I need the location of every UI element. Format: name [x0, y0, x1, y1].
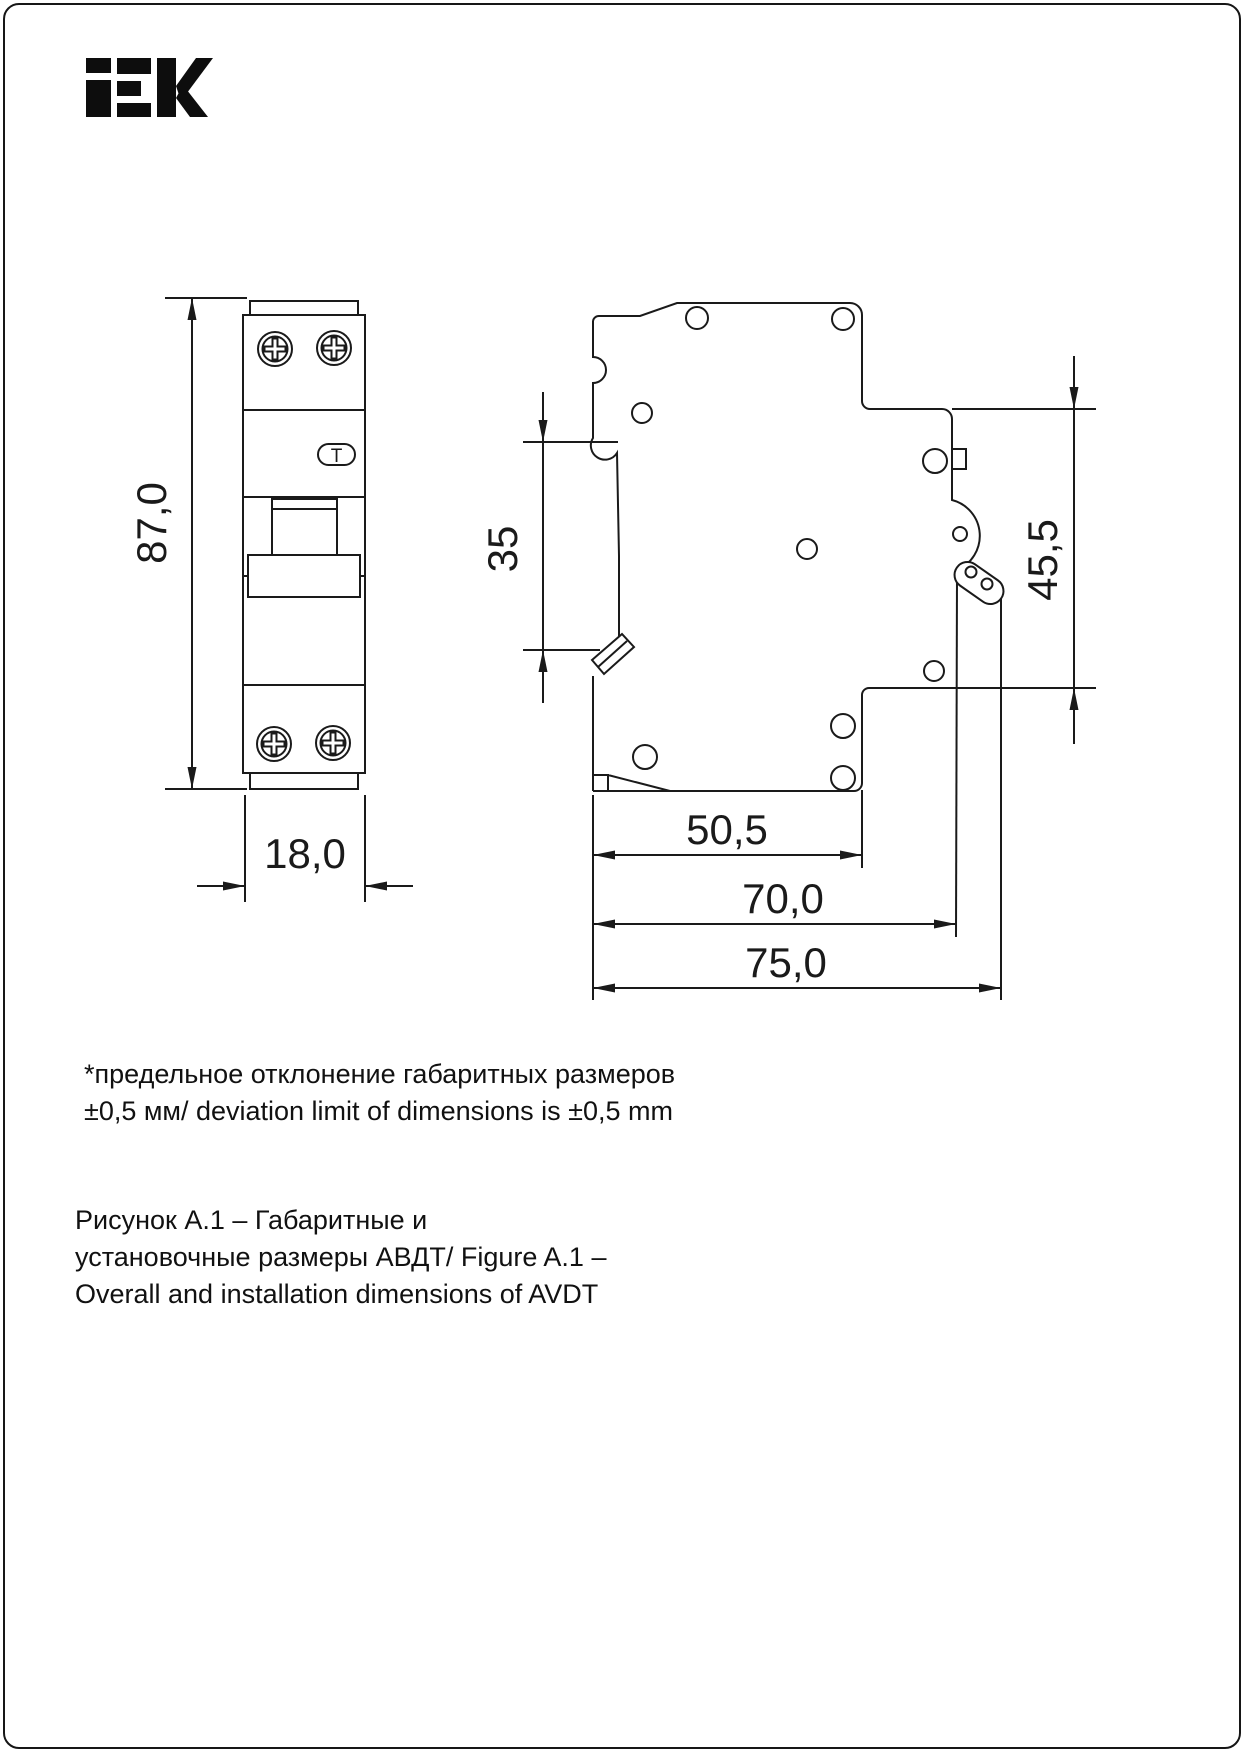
front-view-dimensions [128, 298, 413, 902]
footnote-line-2: ±0,5 мм/ deviation limit of dimensions is ±0,5 mm [84, 1096, 673, 1126]
figure-caption [75, 1202, 606, 1313]
caption-line-2: установочные размеры АВДТ/ Figure A.1 – [75, 1242, 607, 1272]
caption-line-1: Рисунок А.1 – Габаритные и [75, 1205, 428, 1235]
screw-terminal-icon [317, 331, 351, 365]
iek-logo [86, 58, 213, 117]
dim-depth-body: 70,0 [742, 875, 824, 922]
dim-din-rail: 35 [479, 525, 526, 573]
caption-line-3: Overall and installation dimensions of AVDT [75, 1279, 599, 1309]
dim-front-height: 87,0 [128, 482, 175, 564]
dim-right-height: 45,5 [1019, 519, 1066, 601]
dim-depth-total: 75,0 [745, 939, 827, 986]
footnote [84, 1056, 675, 1130]
test-button-label: T [330, 446, 343, 467]
dim-depth-inner: 50,5 [686, 806, 768, 853]
footnote-line-1: *предельное отклонение габаритных размеров [84, 1059, 676, 1089]
side-view-drawing [591, 303, 1096, 1000]
dim-front-width: 18,0 [264, 830, 346, 877]
screw-terminal-icon [257, 727, 291, 761]
front-view-drawing [243, 301, 365, 789]
side-view-dimensions [479, 356, 1079, 1000]
screw-terminal-icon [258, 332, 292, 366]
latch-tab [949, 557, 1008, 609]
screw-terminal-icon [316, 726, 350, 760]
